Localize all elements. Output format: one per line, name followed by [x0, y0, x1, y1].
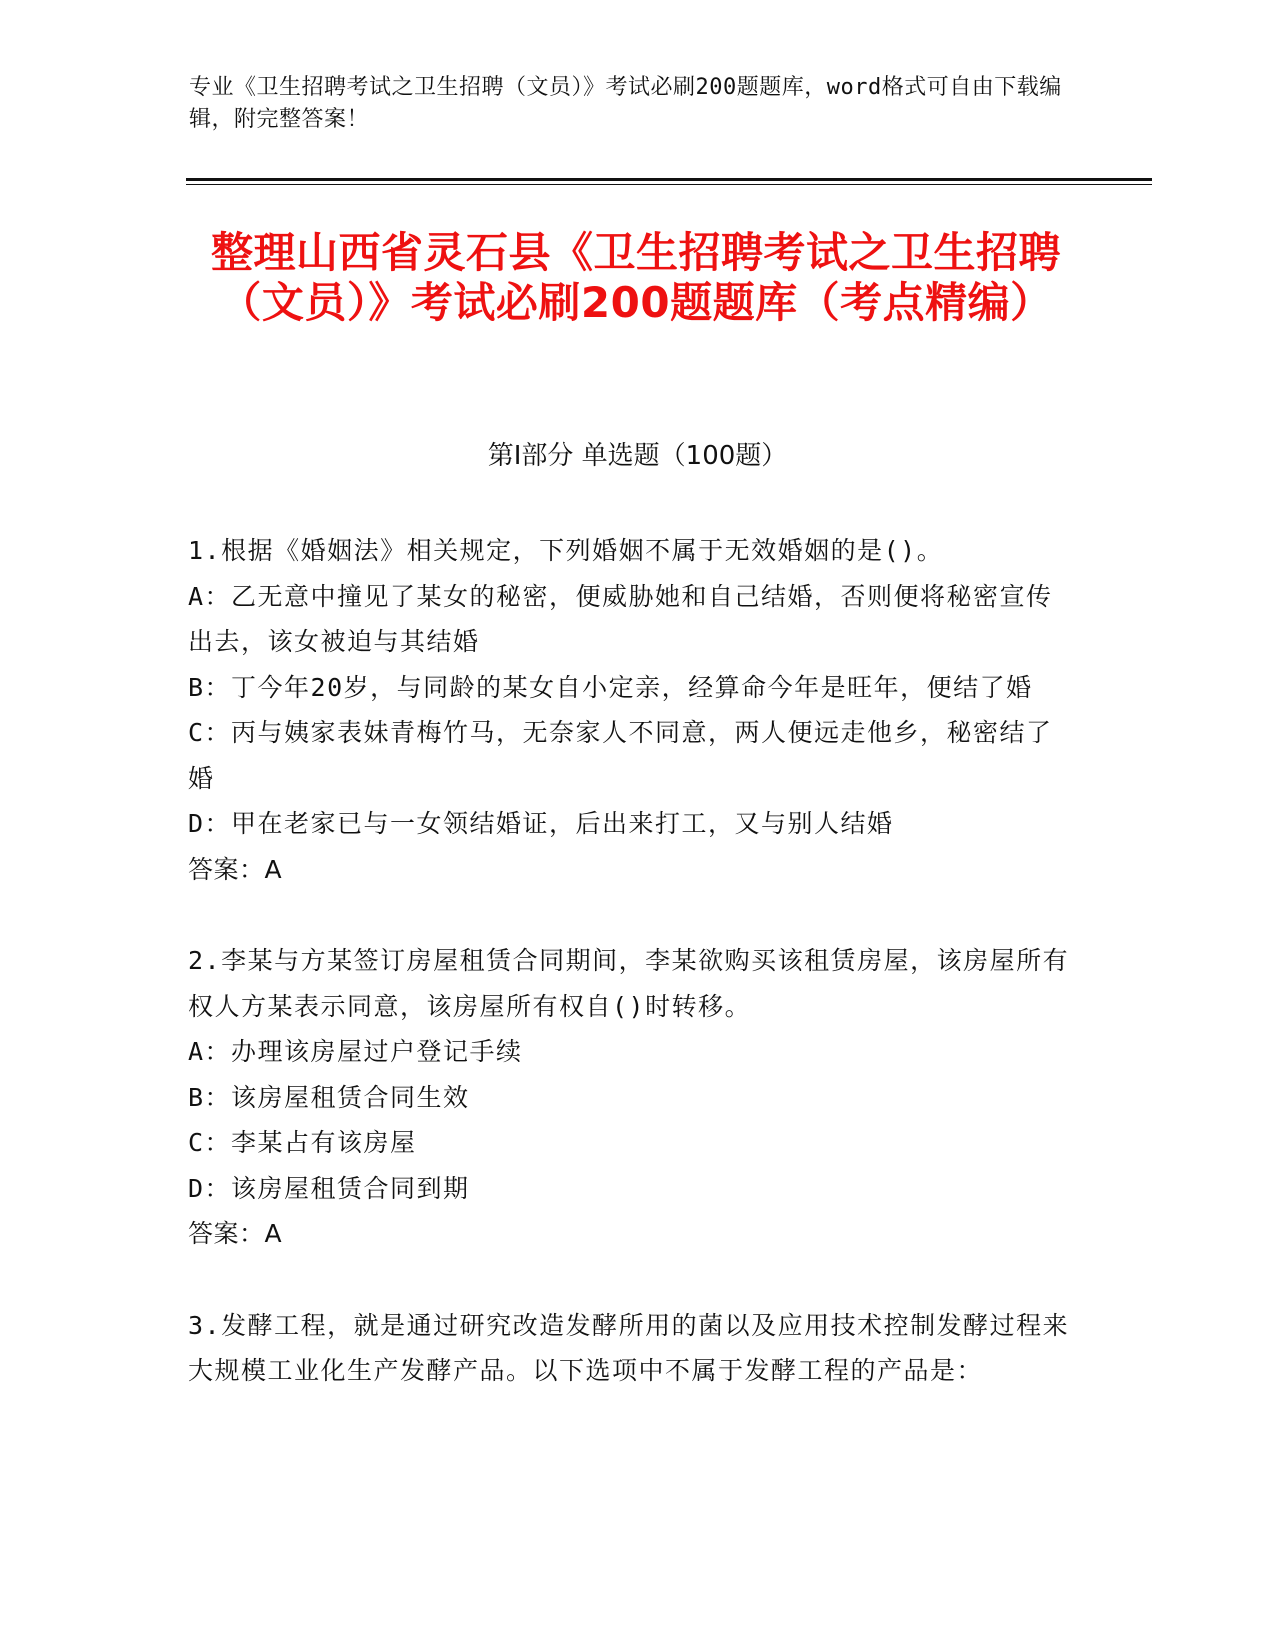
- question-2-answer: 答案：A: [188, 1219, 283, 1248]
- header-note: 专业《卫生招聘考试之卫生招聘（文员）》考试必刷200题题库，word格式可自由下载编辑，附完整答案！: [189, 75, 1062, 132]
- question-2-option-a: A：办理该房屋过户登记手续: [188, 1037, 523, 1066]
- question-3-stem: 3.发酵工程，就是通过研究改造发酵所用的菌以及应用技术控制发酵过程来大规模工业化生产发酵产品。以下选项中不属于发酵工程的产品是：: [188, 1310, 1070, 1385]
- question-1-stem: 1.根据《婚姻法》相关规定，下列婚姻不属于无效婚姻的是()。: [188, 536, 944, 565]
- question-1: [188, 528, 1078, 892]
- section-title: 第I部分 单选题（100题）: [487, 441, 788, 471]
- question-1-option-b: B：丁今年20岁，与同龄的某女自小定亲，经算命今年是旺年，便结了婚: [188, 672, 1033, 702]
- header-rule-thin: [186, 184, 1152, 185]
- header-rule-thick: [186, 178, 1152, 181]
- question-list: [188, 528, 1078, 1440]
- question-1-option-c: C：丙与姨家表妹青梅竹马，无奈家人不同意，两人便远走他乡，秘密结了婚: [188, 718, 1053, 793]
- question-2-option-d: D：该房屋租赁合同到期: [188, 1173, 470, 1203]
- question-2-option-c: C：李某占有该房屋: [188, 1128, 417, 1157]
- question-2: [188, 938, 1078, 1257]
- question-1-option-a: A：乙无意中撞见了某女的秘密，便威胁她和自己结婚，否则便将秘密宣传出去，该女被迫与其结婚: [188, 581, 1053, 656]
- question-3: [188, 1303, 1078, 1394]
- question-1-answer: 答案：A: [188, 854, 283, 884]
- question-2-option-b: B：该房屋租赁合同生效: [188, 1082, 470, 1112]
- document-title: 整理山西省灵石县《卫生招聘考试之卫生招聘（文员）》考试必刷200题题库（考点精编）: [210, 228, 1061, 327]
- question-1-option-d: D：甲在老家已与一女领结婚证，后出来打工，又与别人结婚: [188, 809, 894, 838]
- question-2-stem: 2.李某与方某签订房屋租赁合同期间，李某欲购买该租赁房屋，该房屋所有权人方某表示同意，该房屋所有权自()时转移。: [188, 946, 1070, 1021]
